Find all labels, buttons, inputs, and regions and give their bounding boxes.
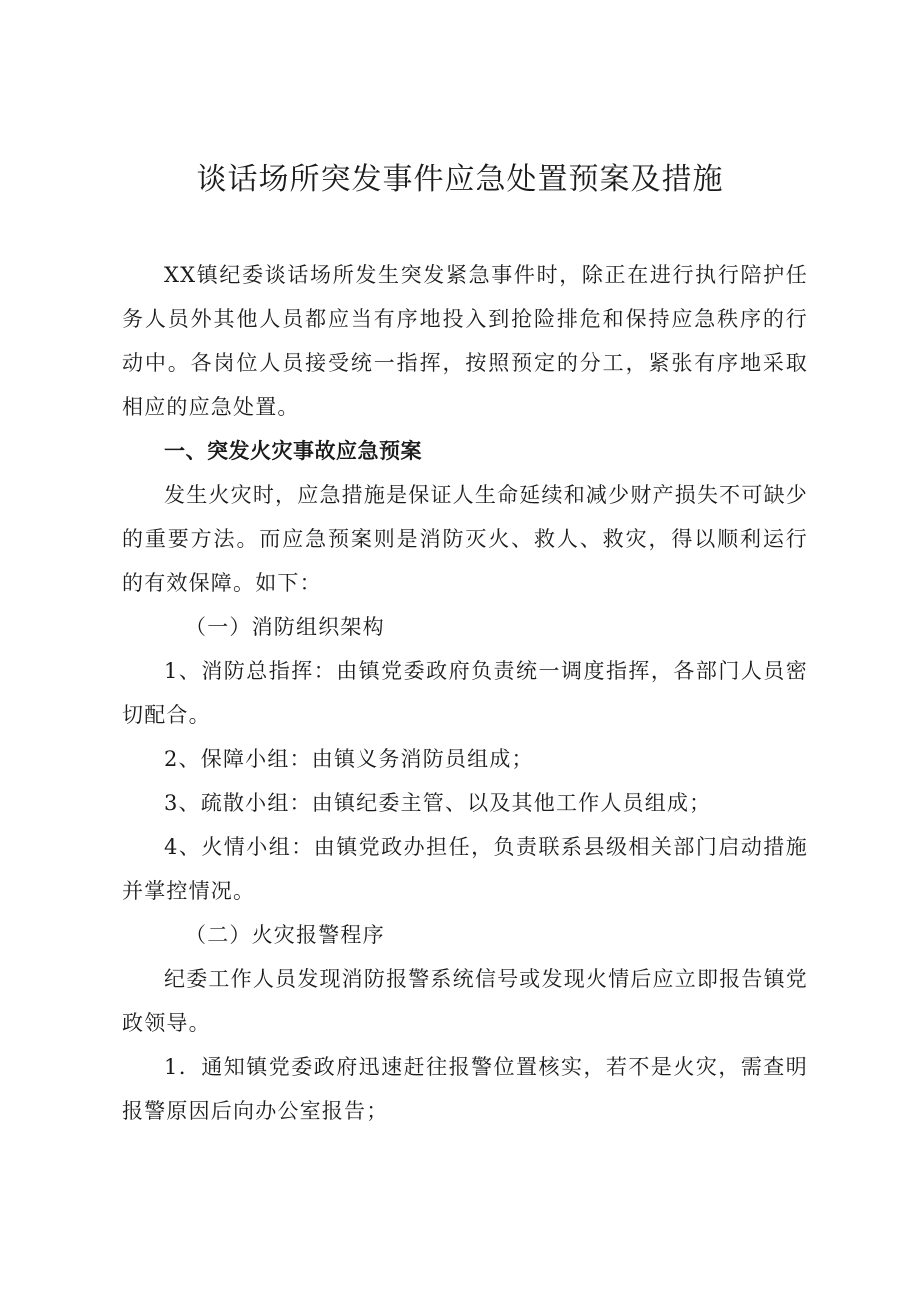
subsection-heading-organization: （一）消防组织架构 [185,615,385,639]
fire-overview-paragraph: 发生火灾时，应急措施是保证人生命延续和减少财产损失不可缺少的重要方法。而应急预案则是消防灭火、救人、救灾，得以顺利运行的有效保障。如下： [122,483,808,595]
list-item-support-group: 2、保障小组：由镇义务消防员组成； [164,747,534,771]
list-item-evacuation-group: 3、疏散小组：由镇纪委主管、以及其他工作人员组成； [164,791,712,815]
list-item-commander: 1、消防总指挥：由镇党委政府负责统一调度指挥，各部门人员密切配合。 [122,659,808,727]
intro-paragraph: XX镇纪委谈话场所发生突发紧急事件时，除正在进行执行陪护任务人员外其他人员都应当有序地投入到抢险排危和保持应急秩序的行动中。各岗位人员接受统一指挥，按照预定的分工，紧张有序地采取相应的应急处置。 [122,263,808,419]
subsection-heading-alarm-procedure: （二）火灾报警程序 [185,923,385,947]
alarm-step-1: 1．通知镇党委政府迅速赶往报警位置核实，若不是火灾，需查明报警原因后向办公室报告； [122,1055,808,1123]
list-item-fire-situation-group: 4、火情小组：由镇党政办担任，负责联系县级相关部门启动措施并掌控情况。 [122,835,808,903]
alarm-report-paragraph: 纪委工作人员发现消防报警系统信号或发现火情后应立即报告镇党政领导。 [122,967,808,1035]
document-body [122,253,808,1133]
document-title: 谈话场所突发事件应急处置预案及措施 [196,162,724,197]
section-heading-fire: 一、突发火灾事故应急预案 [164,439,422,463]
